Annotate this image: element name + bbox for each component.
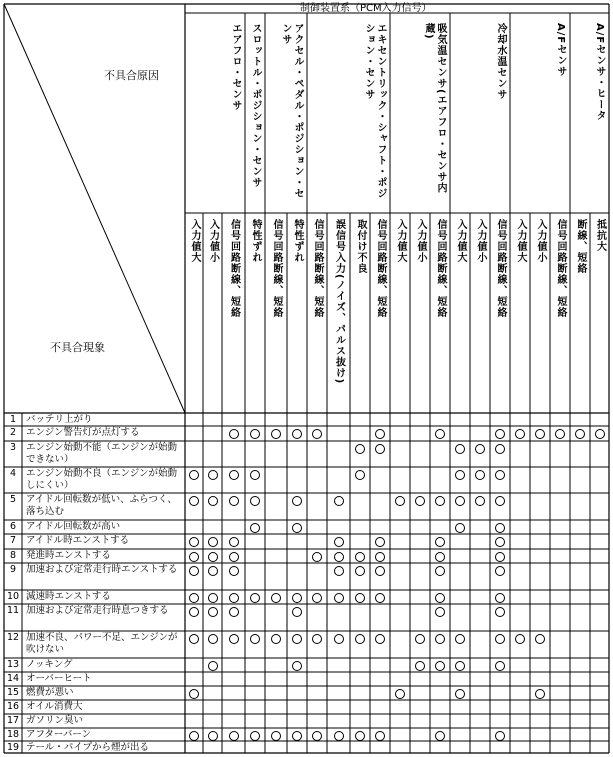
circle-mark-icon <box>475 444 485 454</box>
group-label: 冷却水温センサ <box>495 23 506 100</box>
circle-mark-icon <box>375 444 385 454</box>
circle-mark-icon <box>229 496 239 506</box>
row-number: 3 <box>9 442 17 453</box>
circle-mark-icon <box>495 523 505 533</box>
circle-mark-icon <box>292 429 302 439</box>
circle-mark-icon <box>189 593 199 603</box>
circle-mark-icon <box>435 496 445 506</box>
row-number: 6 <box>9 521 17 532</box>
circle-mark-icon <box>250 523 260 533</box>
circle-mark-icon <box>334 496 344 506</box>
circle-mark-icon <box>250 470 260 480</box>
row-number: 5 <box>9 494 17 505</box>
circle-mark-icon <box>229 566 239 576</box>
circle-mark-icon <box>495 444 505 454</box>
circle-mark-icon <box>355 552 365 562</box>
row-label: エンジン警告灯が点灯する <box>26 427 140 438</box>
group-label: エアフロ・センサ <box>230 23 241 111</box>
circle-mark-icon <box>595 429 605 439</box>
column-label: 入力値大 <box>189 219 200 263</box>
group-label: A/Fセンサ <box>555 23 566 78</box>
circle-mark-icon <box>455 496 465 506</box>
circle-mark-icon <box>189 634 199 644</box>
circle-mark-icon <box>189 566 199 576</box>
circle-mark-icon <box>495 470 505 480</box>
row-label: テール・パイプから煙が出る <box>26 742 150 753</box>
row-number: 7 <box>9 535 17 546</box>
circle-mark-icon <box>189 689 199 699</box>
circle-mark-icon <box>355 593 365 603</box>
circle-mark-icon <box>415 634 425 644</box>
circle-mark-icon <box>375 731 385 741</box>
circle-mark-icon <box>292 661 302 671</box>
circle-mark-icon <box>250 429 260 439</box>
circle-mark-icon <box>229 593 239 603</box>
circle-mark-icon <box>229 552 239 562</box>
column-label: 特性ずれ <box>292 219 303 263</box>
circle-mark-icon <box>229 607 239 617</box>
circle-mark-icon <box>415 496 425 506</box>
column-label: 信号回路断線、短絡 <box>435 219 446 318</box>
circle-mark-icon <box>535 689 545 699</box>
circle-mark-icon <box>229 470 239 480</box>
circle-mark-icon <box>312 593 322 603</box>
column-label: 信号回路断線、短絡 <box>271 219 282 318</box>
circle-mark-icon <box>495 552 505 562</box>
circle-mark-icon <box>189 731 199 741</box>
circle-mark-icon <box>415 661 425 671</box>
column-label: 信号回路断線、短絡 <box>555 219 566 318</box>
circle-mark-icon <box>250 593 260 603</box>
circle-mark-icon <box>334 537 344 547</box>
row-number: 15 <box>6 687 20 698</box>
group-label: アクセル・ペダル・ポジション・センサ <box>280 23 303 199</box>
circle-mark-icon <box>475 496 485 506</box>
circle-mark-icon <box>271 429 281 439</box>
circle-mark-icon <box>189 470 199 480</box>
column-label: 信号回路断線、短絡 <box>228 219 240 318</box>
column-label: 入力値大 <box>515 219 526 263</box>
circle-mark-icon <box>292 593 302 603</box>
circle-mark-icon <box>208 537 218 547</box>
circle-mark-icon <box>455 523 465 533</box>
column-label: 入力値小 <box>475 219 486 263</box>
circle-mark-icon <box>535 429 545 439</box>
circle-mark-icon <box>208 731 218 741</box>
circle-mark-icon <box>271 593 281 603</box>
circle-mark-icon <box>292 523 302 533</box>
column-label: 取付け不良 <box>355 219 366 274</box>
circle-mark-icon <box>189 552 199 562</box>
circle-mark-icon <box>375 593 385 603</box>
circle-mark-icon <box>495 537 505 547</box>
phenomenon-header-label: 不具合現象 <box>50 341 105 354</box>
row-number: 4 <box>9 468 17 479</box>
row-number: 18 <box>6 729 20 740</box>
circle-mark-icon <box>208 496 218 506</box>
row-label: 加速および定常走行時エンストする <box>26 564 178 575</box>
circle-mark-icon <box>334 552 344 562</box>
circle-mark-icon <box>435 593 445 603</box>
row-number: 2 <box>9 427 17 438</box>
circle-mark-icon <box>495 607 505 617</box>
group-label: スロットル・ポジション・センサ <box>250 23 261 188</box>
circle-mark-icon <box>395 496 405 506</box>
circle-mark-icon <box>312 429 322 439</box>
circle-mark-icon <box>495 429 505 439</box>
circle-mark-icon <box>312 552 322 562</box>
circle-mark-icon <box>334 593 344 603</box>
row-label: ガソリン臭い <box>26 715 84 726</box>
circle-mark-icon <box>312 731 322 741</box>
circle-mark-icon <box>208 470 218 480</box>
row-number: 12 <box>6 632 20 643</box>
circle-mark-icon <box>208 566 218 576</box>
row-label: バッテリ上がり <box>26 414 93 425</box>
circle-mark-icon <box>292 496 302 506</box>
circle-mark-icon <box>292 634 302 644</box>
column-label: 入力値小 <box>207 219 219 263</box>
circle-mark-icon <box>455 634 465 644</box>
circle-mark-icon <box>208 634 218 644</box>
circle-mark-icon <box>435 537 445 547</box>
row-label: ノッキング <box>26 659 73 670</box>
circle-mark-icon <box>250 634 260 644</box>
row-number: 10 <box>6 591 20 602</box>
circle-mark-icon <box>229 634 239 644</box>
column-label: 入力値小 <box>415 219 426 263</box>
circle-mark-icon <box>455 689 465 699</box>
group-label: A/Fセンサ・ヒータ <box>594 23 605 122</box>
circle-mark-icon <box>250 731 260 741</box>
circle-mark-icon <box>495 566 505 576</box>
circle-mark-icon <box>355 566 365 576</box>
row-label: オーバーヒート <box>26 673 92 684</box>
row-number: 16 <box>6 701 20 712</box>
circle-mark-icon <box>475 470 485 480</box>
row-label: アイドル回転数が高い <box>26 521 121 532</box>
circle-mark-icon <box>271 634 281 644</box>
circle-mark-icon <box>555 429 565 439</box>
circle-mark-icon <box>455 444 465 454</box>
row-number: 8 <box>9 550 17 561</box>
circle-mark-icon <box>435 607 445 617</box>
circle-mark-icon <box>229 537 239 547</box>
circle-mark-icon <box>208 607 218 617</box>
group-label: 吸気温センサ(エアフロ・センサ内蔵) <box>423 23 446 194</box>
circle-mark-icon <box>208 661 218 671</box>
circle-mark-icon <box>250 496 260 506</box>
row-label: 発進時エンストする <box>26 550 111 561</box>
circle-mark-icon <box>455 470 465 480</box>
circle-mark-icon <box>435 731 445 741</box>
circle-mark-icon <box>292 607 302 617</box>
circle-mark-icon <box>435 552 445 562</box>
row-number: 17 <box>6 715 20 726</box>
circle-mark-icon <box>208 593 218 603</box>
circle-mark-icon <box>355 731 365 741</box>
circle-mark-icon <box>292 731 302 741</box>
row-label: アイドル時エンストする <box>26 535 130 546</box>
circle-mark-icon <box>495 661 505 671</box>
row-number: 11 <box>6 605 20 616</box>
circle-mark-icon <box>375 634 385 644</box>
row-label: 燃費が悪い <box>26 687 74 698</box>
row-number: 19 <box>6 742 20 753</box>
circle-mark-icon <box>515 429 525 439</box>
column-label: 抵抗大 <box>594 219 606 252</box>
circle-mark-icon <box>271 731 281 741</box>
group-label: エキセントリック・シャフト・ポジション・センサ <box>363 23 386 199</box>
column-label: 入力値大 <box>455 219 466 263</box>
circle-mark-icon <box>435 634 445 644</box>
circle-mark-icon <box>189 607 199 617</box>
row-label: エンジン始動不良（エンジンが始動しにくい） <box>26 468 178 491</box>
circle-mark-icon <box>312 634 322 644</box>
column-label: 信号回路断線、短絡 <box>375 219 386 318</box>
circle-mark-icon <box>435 661 445 671</box>
row-label: 減速時エンストする <box>26 591 111 602</box>
row-number: 9 <box>9 564 17 575</box>
circle-mark-icon <box>334 634 344 644</box>
circle-mark-icon <box>355 634 365 644</box>
column-label: 信号回路断線、短絡 <box>495 219 506 318</box>
circle-mark-icon <box>495 593 505 603</box>
row-label: アフターバーン <box>26 729 92 740</box>
row-label: アイドル回転数が低い、ふらつく、落ち込む <box>26 494 177 517</box>
column-label: 入力値大 <box>395 219 406 263</box>
row-label: オイル消費大 <box>26 701 83 712</box>
circle-mark-icon <box>495 496 505 506</box>
circle-mark-icon <box>535 634 545 644</box>
circle-mark-icon <box>435 429 445 439</box>
circle-mark-icon <box>229 731 239 741</box>
row-label: 加速不良、パワー不足、エンジンが吹けない <box>26 632 178 655</box>
circle-mark-icon <box>375 429 385 439</box>
circle-mark-icon <box>515 634 525 644</box>
circle-mark-icon <box>435 566 445 576</box>
circle-mark-icon <box>355 444 365 454</box>
column-label: 断線、短絡 <box>575 219 586 274</box>
row-number: 14 <box>6 673 20 684</box>
circle-mark-icon <box>395 689 405 699</box>
column-label: 特性ずれ <box>250 219 261 263</box>
circle-mark-icon <box>495 634 505 644</box>
circle-mark-icon <box>455 661 465 671</box>
system-title: 制御装置系（PCM入力信号） <box>300 3 432 14</box>
circle-mark-icon <box>334 566 344 576</box>
row-label: エンジン始動不能（エンジンが始動できない） <box>26 442 178 465</box>
circle-mark-icon <box>375 537 385 547</box>
circle-mark-icon <box>575 429 585 439</box>
column-label: 信号回路断線、短絡 <box>312 219 323 318</box>
circle-mark-icon <box>375 552 385 562</box>
circle-mark-icon <box>334 731 344 741</box>
circle-mark-icon <box>355 470 365 480</box>
row-number: 1 <box>9 414 17 425</box>
circle-mark-icon <box>208 552 218 562</box>
column-label: 誤信号入力(ノイズ、パルス抜け) <box>333 219 345 385</box>
row-label: 加速および定常走行時息つきする <box>26 605 169 616</box>
circle-mark-icon <box>495 731 505 741</box>
cause-header-label: 不具合原因 <box>104 69 159 82</box>
circle-mark-icon <box>375 566 385 576</box>
row-number: 13 <box>6 659 20 670</box>
circle-mark-icon <box>229 429 239 439</box>
circle-mark-icon <box>189 496 199 506</box>
column-label: 入力値小 <box>535 219 546 263</box>
circle-mark-icon <box>189 537 199 547</box>
